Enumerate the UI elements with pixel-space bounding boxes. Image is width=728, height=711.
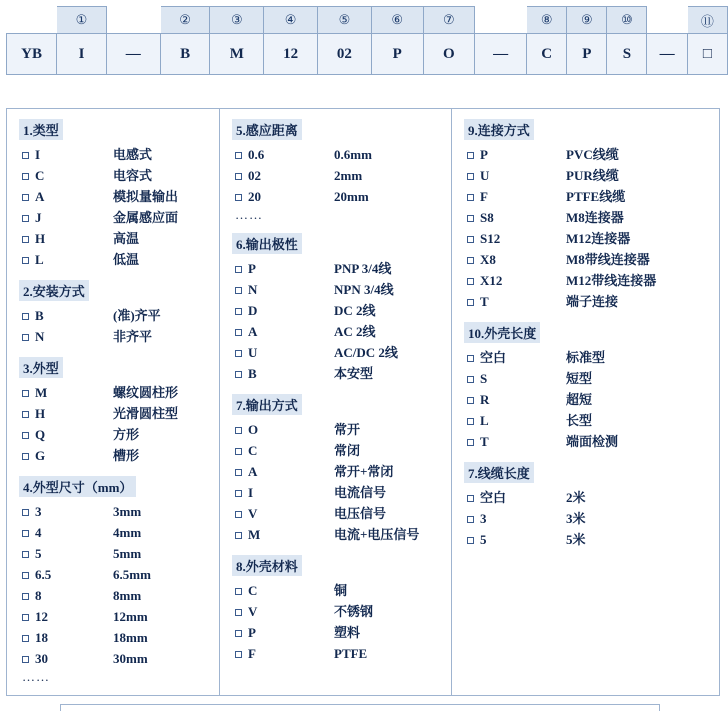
item-desc: 端子连接: [566, 294, 619, 309]
item-code: N: [35, 329, 45, 344]
square-bullet-icon: [235, 371, 242, 378]
legend-group-sensing-distance: [226, 119, 445, 223]
code-value-cell: —: [647, 34, 687, 75]
item-desc: PUR线缆: [566, 168, 619, 183]
code-value-cell: 02: [318, 34, 372, 75]
item-code: 5: [35, 546, 42, 561]
list-item: [458, 431, 715, 452]
square-bullet-icon: [235, 152, 242, 159]
list-item: [13, 228, 213, 249]
item-code: H: [35, 406, 46, 421]
ellipsis-marker: ……: [235, 207, 263, 222]
list-item: [458, 270, 715, 291]
list-item: [13, 326, 213, 347]
square-bullet-icon: [235, 630, 242, 637]
list-item: [458, 389, 715, 410]
code-number-cell: ④: [264, 7, 318, 34]
list-item: [13, 424, 213, 445]
code-value-row: [7, 34, 728, 75]
list-item: [458, 410, 715, 431]
list-item: [226, 643, 445, 664]
item-desc: 不锈钢: [334, 604, 374, 619]
square-bullet-icon: [22, 614, 29, 621]
list-item: [226, 363, 445, 384]
item-code: L: [480, 413, 489, 428]
square-bullet-icon: [22, 572, 29, 579]
item-desc: 4mm: [113, 525, 142, 540]
item-desc: 常开: [334, 422, 361, 437]
list-item: [226, 482, 445, 503]
item-code: X12: [480, 273, 503, 288]
item-desc: 光滑圆柱型: [113, 406, 179, 421]
square-bullet-icon: [467, 537, 474, 544]
list-item: [226, 601, 445, 622]
square-bullet-icon: [235, 511, 242, 518]
item-desc: AC 2线: [334, 324, 376, 339]
item-desc: 短型: [566, 371, 593, 386]
item-code: U: [248, 345, 258, 360]
square-bullet-icon: [235, 266, 242, 273]
item-code: F: [480, 189, 488, 204]
item-code: 20: [248, 189, 261, 204]
legend-group-mounting: [13, 280, 213, 347]
item-code: 3: [480, 511, 487, 526]
item-code: 18: [35, 630, 48, 645]
code-value-cell: C: [527, 34, 567, 75]
item-code: A: [248, 324, 258, 339]
list-item: [458, 487, 715, 508]
square-bullet-icon: [22, 656, 29, 663]
list-item: [13, 403, 213, 424]
item-desc: 金属感应面: [113, 210, 179, 225]
list-item: [13, 445, 213, 466]
group-title: 7.输出方式: [232, 394, 302, 415]
legend-group-housing-material: [226, 555, 445, 664]
item-code: 空白: [480, 490, 507, 505]
list-item: [13, 564, 213, 585]
square-bullet-icon: [22, 390, 29, 397]
square-bullet-icon: [22, 509, 29, 516]
square-bullet-icon: [467, 516, 474, 523]
item-code: S: [480, 371, 488, 386]
group-title: 4.外型尺寸（mm）: [19, 476, 136, 497]
code-value-cell: —: [475, 34, 527, 75]
item-code: 8: [35, 588, 42, 603]
item-desc: 模拟量输出: [113, 189, 179, 204]
square-bullet-icon: [22, 453, 29, 460]
item-desc: 30mm: [113, 651, 148, 666]
item-desc: 端面检测: [566, 434, 619, 449]
square-bullet-icon: [22, 257, 29, 264]
item-code: D: [248, 303, 258, 318]
list-item: [13, 186, 213, 207]
square-bullet-icon: [235, 287, 242, 294]
list-item: [226, 503, 445, 524]
item-code: I: [248, 485, 254, 500]
item-code: 12: [35, 609, 48, 624]
square-bullet-icon: [22, 334, 29, 341]
item-desc: M8带线连接器: [566, 252, 650, 267]
list-item: [226, 144, 445, 165]
square-bullet-icon: [235, 448, 242, 455]
list-item: [13, 627, 213, 648]
list-item: [226, 342, 445, 363]
list-item: [226, 300, 445, 321]
code-value-cell: YB: [7, 34, 57, 75]
item-code: C: [248, 443, 258, 458]
square-bullet-icon: [235, 609, 242, 616]
item-code: A: [248, 464, 258, 479]
item-desc: 电流+电压信号: [334, 527, 420, 542]
item-code: M: [248, 527, 261, 542]
square-bullet-icon: [467, 355, 474, 362]
code-number-cell: ⑪: [687, 7, 727, 34]
item-code: 5: [480, 532, 487, 547]
code-value-cell: S: [607, 34, 647, 75]
item-code: 6.5: [35, 567, 52, 582]
list-item: [458, 347, 715, 368]
item-code: F: [248, 646, 256, 661]
item-desc: 0.6mm: [334, 147, 372, 162]
square-bullet-icon: [467, 215, 474, 222]
item-desc: M8连接器: [566, 210, 624, 225]
list-item: [226, 461, 445, 482]
code-number-cell: ⑩: [607, 7, 647, 34]
list-item: [13, 648, 213, 669]
list-item: [13, 522, 213, 543]
list-item: [13, 501, 213, 522]
legend-group-output-mode: [226, 394, 445, 545]
code-number-row: [7, 7, 728, 34]
item-desc: 常开+常闭: [334, 464, 394, 479]
square-bullet-icon: [467, 236, 474, 243]
item-desc: 2mm: [334, 168, 363, 183]
code-number-cell: ①: [57, 7, 107, 34]
square-bullet-icon: [467, 439, 474, 446]
item-code: I: [35, 147, 41, 162]
code-value-cell: I: [57, 34, 107, 75]
item-desc: 低温: [113, 252, 140, 267]
model-code-table: [6, 6, 728, 75]
group-title: 7.线缆长度: [464, 462, 534, 483]
legend-group-connection: [458, 119, 715, 312]
code-number-cell: [647, 7, 687, 34]
item-code: 空白: [480, 350, 507, 365]
item-desc: 高温: [113, 231, 140, 246]
list-item: [226, 580, 445, 601]
item-code: P: [248, 261, 256, 276]
square-bullet-icon: [467, 257, 474, 264]
list-item: [226, 258, 445, 279]
item-desc: PNP 3/4线: [334, 261, 392, 276]
list-item: [226, 524, 445, 545]
list-item: [458, 529, 715, 550]
square-bullet-icon: [22, 215, 29, 222]
item-desc: 电压信号: [334, 506, 387, 521]
square-bullet-icon: [22, 194, 29, 201]
item-code: B: [35, 308, 44, 323]
square-bullet-icon: [467, 299, 474, 306]
square-bullet-icon: [22, 432, 29, 439]
square-bullet-icon: [467, 152, 474, 159]
item-desc: PTFE: [334, 646, 368, 661]
code-value-cell: P: [567, 34, 607, 75]
item-desc: 12mm: [113, 609, 148, 624]
code-value-cell: —: [106, 34, 160, 75]
legend-group-cable-length: [458, 462, 715, 550]
item-code: J: [35, 210, 42, 225]
list-item: [458, 508, 715, 529]
item-desc: 电容式: [113, 168, 153, 183]
list-item: [13, 543, 213, 564]
item-code: S8: [480, 210, 494, 225]
list-item: [226, 279, 445, 300]
item-code: 3: [35, 504, 42, 519]
item-desc: 本安型: [334, 366, 374, 381]
item-code: M: [35, 385, 48, 400]
code-number-cell: [475, 7, 527, 34]
item-desc: 常闭: [334, 443, 361, 458]
group-title: 6.输出极性: [232, 233, 302, 254]
item-desc: DC 2线: [334, 303, 376, 318]
item-code: C: [35, 168, 45, 183]
list-item: [13, 606, 213, 627]
item-code: X8: [480, 252, 496, 267]
list-item: [458, 368, 715, 389]
list-item: [13, 144, 213, 165]
square-bullet-icon: [235, 532, 242, 539]
list-item: [458, 291, 715, 312]
item-code: N: [248, 282, 258, 297]
square-bullet-icon: [235, 427, 242, 434]
square-bullet-icon: [467, 376, 474, 383]
code-number-cell: ⑤: [318, 7, 372, 34]
item-code: H: [35, 231, 46, 246]
item-code: V: [248, 604, 258, 619]
square-bullet-icon: [22, 551, 29, 558]
code-number-cell: [106, 7, 160, 34]
legend-group-output-polarity: [226, 233, 445, 384]
square-bullet-icon: [22, 152, 29, 159]
code-number-cell: ⑨: [567, 7, 607, 34]
list-item: [226, 622, 445, 643]
item-desc: AC/DC 2线: [334, 345, 398, 360]
item-desc: 5mm: [113, 546, 142, 561]
list-item: [13, 207, 213, 228]
item-desc: 5米: [566, 532, 586, 547]
item-code: Q: [35, 427, 46, 442]
item-desc: 标准型: [566, 350, 606, 365]
item-code: C: [248, 583, 258, 598]
item-desc: 铜: [334, 583, 348, 598]
item-desc: 3米: [566, 511, 586, 526]
list-item: [458, 228, 715, 249]
legend-group-size: [13, 476, 213, 685]
item-code: T: [480, 434, 489, 449]
item-desc: PTFE线缆: [566, 189, 626, 204]
item-code: 4: [35, 525, 42, 540]
legend-group-type: [13, 119, 213, 270]
item-desc: 非齐平: [113, 329, 153, 344]
item-desc: 槽形: [113, 448, 140, 463]
legend-column-3: [452, 109, 721, 695]
item-code: 0.6: [248, 147, 265, 162]
code-number-cell: [7, 7, 57, 34]
code-value-cell: □: [687, 34, 727, 75]
square-bullet-icon: [22, 411, 29, 418]
item-desc: M12连接器: [566, 231, 631, 246]
group-title: 5.感应距离: [232, 119, 302, 140]
item-code: T: [480, 294, 489, 309]
item-code: R: [480, 392, 490, 407]
legend-column-2: [220, 109, 452, 695]
ellipsis-marker: ……: [22, 669, 50, 684]
square-bullet-icon: [235, 469, 242, 476]
item-code: L: [35, 252, 44, 267]
item-desc: 超短: [566, 392, 593, 407]
square-bullet-icon: [22, 593, 29, 600]
item-code: O: [248, 422, 259, 437]
item-desc: 电流信号: [334, 485, 387, 500]
item-desc: NPN 3/4线: [334, 282, 394, 297]
square-bullet-icon: [235, 194, 242, 201]
item-code: 02: [248, 168, 261, 183]
item-desc: (准)齐平: [113, 308, 161, 323]
group-title: 2.安装方式: [19, 280, 89, 301]
item-code: P: [480, 147, 488, 162]
list-item: [226, 186, 445, 207]
item-code: U: [480, 168, 490, 183]
item-code: S12: [480, 231, 501, 246]
list-item: [458, 186, 715, 207]
list-item: [13, 585, 213, 606]
item-code: P: [248, 625, 256, 640]
bottom-table-edge: [60, 704, 660, 711]
item-code: A: [35, 189, 45, 204]
code-value-cell: P: [371, 34, 423, 75]
legend-panel: [6, 108, 720, 696]
legend-group-housing-length: [458, 322, 715, 452]
item-code: 30: [35, 651, 48, 666]
item-desc: 3mm: [113, 504, 142, 519]
square-bullet-icon: [22, 173, 29, 180]
group-title: 8.外壳材料: [232, 555, 302, 576]
group-title: 3.外型: [19, 357, 63, 378]
list-item: [13, 249, 213, 270]
square-bullet-icon: [235, 651, 242, 658]
square-bullet-icon: [235, 490, 242, 497]
square-bullet-icon: [235, 308, 242, 315]
legend-group-shape: [13, 357, 213, 466]
item-desc: 塑料: [334, 625, 361, 640]
square-bullet-icon: [235, 173, 242, 180]
code-value-cell: B: [160, 34, 210, 75]
item-desc: 18mm: [113, 630, 148, 645]
code-value-cell: 12: [264, 34, 318, 75]
item-desc: 6.5mm: [113, 567, 151, 582]
square-bullet-icon: [235, 588, 242, 595]
item-desc: 方形: [113, 427, 140, 442]
item-desc: M12带线连接器: [566, 273, 657, 288]
square-bullet-icon: [467, 495, 474, 502]
code-number-cell: ②: [160, 7, 210, 34]
item-code: V: [248, 506, 258, 521]
list-item: [458, 144, 715, 165]
legend-column-1: [7, 109, 220, 695]
code-value-cell: M: [210, 34, 264, 75]
list-item: [226, 440, 445, 461]
item-desc: 电感式: [113, 147, 153, 162]
code-number-cell: ⑦: [423, 7, 475, 34]
square-bullet-icon: [235, 350, 242, 357]
code-number-cell: ⑧: [527, 7, 567, 34]
square-bullet-icon: [22, 530, 29, 537]
group-title: 9.连接方式: [464, 119, 534, 140]
square-bullet-icon: [467, 194, 474, 201]
item-desc: 螺纹圆柱形: [113, 385, 179, 400]
square-bullet-icon: [235, 329, 242, 336]
item-desc: 2米: [566, 490, 586, 505]
square-bullet-icon: [22, 313, 29, 320]
code-value-cell: O: [423, 34, 475, 75]
item-desc: 8mm: [113, 588, 142, 603]
list-item: [458, 165, 715, 186]
group-title: 10.外壳长度: [464, 322, 540, 343]
item-desc: 长型: [566, 413, 593, 428]
list-item: [13, 165, 213, 186]
item-desc: PVC线缆: [566, 147, 619, 162]
code-number-cell: ③: [210, 7, 264, 34]
square-bullet-icon: [467, 418, 474, 425]
list-item: [458, 249, 715, 270]
list-item: [13, 305, 213, 326]
list-item: [226, 321, 445, 342]
item-code: G: [35, 448, 46, 463]
list-item: [458, 207, 715, 228]
square-bullet-icon: [467, 173, 474, 180]
group-title: 1.类型: [19, 119, 63, 140]
square-bullet-icon: [22, 635, 29, 642]
list-item: [13, 382, 213, 403]
code-number-cell: ⑥: [371, 7, 423, 34]
item-code: B: [248, 366, 257, 381]
list-item: [226, 165, 445, 186]
square-bullet-icon: [467, 278, 474, 285]
square-bullet-icon: [467, 397, 474, 404]
item-desc: 20mm: [334, 189, 369, 204]
square-bullet-icon: [22, 236, 29, 243]
list-item: [226, 419, 445, 440]
